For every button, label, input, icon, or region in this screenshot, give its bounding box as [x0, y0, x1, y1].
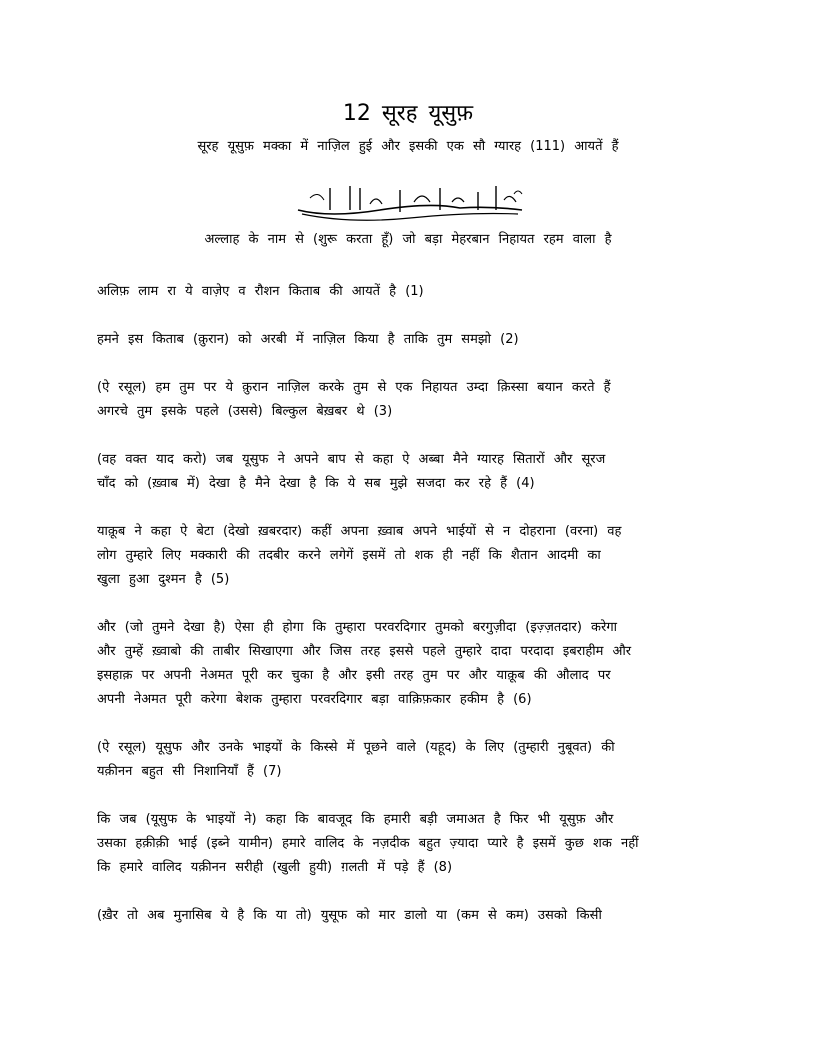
- verse-line: (ऐ रसूल) यूसुफ और उनके भाइयों के किस्से में पूछने वाले (यहूद) के लिए (तुम्हारी नुबूवत) की: [97, 740, 615, 755]
- verse-6: [97, 616, 727, 712]
- verse-line: अलिफ़ लाम रा ये वाज़ेए व रौशन किताब की आयतें है (1): [97, 284, 424, 299]
- verse-line: (वह वक्त याद करो) जब यूसुफ ने अपने बाप से कहा ऐ अब्बा मैने ग्यारह सितारों और सूरज: [97, 452, 606, 467]
- verse-line: यक़ीनन बहुत सी निशानियाँ हैं (7): [97, 764, 282, 779]
- surah-title: 12 सूरह यूसुफ़: [342, 101, 474, 126]
- verse-8: [97, 808, 727, 880]
- verse-7: [97, 736, 727, 784]
- verse-line: कि जब (यूसुफ के भाइयों ने) कहा कि बावजूद कि हमारी बड़ी जमाअत है फिर भी यूसुफ़ और: [97, 812, 614, 827]
- bismillah-calligraphy: [290, 180, 530, 226]
- verse-line: (ख़ैर तो अब मुनासिब ये है कि या तो) युसूफ को मार डालो या (कम से कम) उसको किसी: [97, 908, 602, 923]
- verse-line: खुला हुआ दुश्मन है (5): [97, 572, 230, 587]
- verse-line: याक़ूब ने कहा ऐ बेटा (देखो ख़बरदार) कहीं अपना ख़्वाब अपने भाईयों से न दोहराना (वरना) वह: [97, 524, 622, 539]
- verse-line: और (जो तुमने देखा है) ऐसा ही होगा कि तुम्हारा परवरदिगार तुमको बरगुज़ीदा (इज़्ज़तदार) करेगा: [97, 620, 618, 635]
- verse-1: [97, 280, 727, 304]
- verse-line: अपनी नेअमत पूरी करेगा बेशक तुम्हारा परवरदिगार बड़ा वाक़िफ़कार हकीम है (6): [97, 692, 532, 707]
- bismillah-translation: अल्लाह के नाम से (शुरू करता हूँ) जो बड़ा मेहरबान निहायत रहम वाला है: [204, 232, 612, 247]
- verse-2: [97, 328, 727, 352]
- verse-line: हमने इस किताब (क़ुरान) को अरबी में नाज़िल किया है ताकि तुम समझो (2): [97, 332, 519, 347]
- surah-subtitle: सूरह यूसुफ़ मक्का में नाज़िल हुई और इसकी एक सौ ग्यारह (111) आयतें हैं: [197, 139, 619, 154]
- verse-line: (ऐ रसूल) हम तुम पर ये क़ुरान नाज़िल करके तुम से एक निहायत उम्दा क़िस्सा बयान करते हैं: [97, 380, 611, 395]
- verse-line: उसका हक़ीक़ी भाई (इब्ने यामीन) हमारे वालिद के नज़दीक बहुत ज़्यादा प्यारे है इसमें कुछ शक नहीं: [97, 836, 639, 851]
- verse-3: [97, 376, 727, 424]
- verse-line: कि हमारे वालिद यक़ीनन सरीही (खुली हुयी) ग़लती में पड़े हैं (8): [97, 860, 453, 875]
- verse-line: और तुम्हें ख़्वाबो की ताबीर सिखाएगा और जिस तरह इससे पहले तुम्हारे दादा परदादा इबराहीम और: [97, 644, 632, 659]
- verse-line: चाँद को (ख़्वाब में) देखा है मैने देखा है कि ये सब मुझे सजदा कर रहे हैं (4): [97, 476, 535, 491]
- verse-4: [97, 448, 727, 496]
- verse-9: [97, 904, 727, 928]
- verse-line: अगरचे तुम इसके पहले (उससे) बिल्कुल बेख़बर थे (3): [97, 404, 393, 419]
- verse-5: [97, 520, 727, 592]
- verse-line: इसहाक़ पर अपनी नेअमत पूरी कर चुका है और इसी तरह तुम पर और याक़ूब की औलाद पर: [97, 668, 611, 683]
- verse-line: लोग तुम्हारे लिए मक्कारी की तदबीर करने लगेगें इसमें तो शक ही नहीं कि शैतान आदमी का: [97, 548, 601, 563]
- verse-list: [97, 280, 727, 952]
